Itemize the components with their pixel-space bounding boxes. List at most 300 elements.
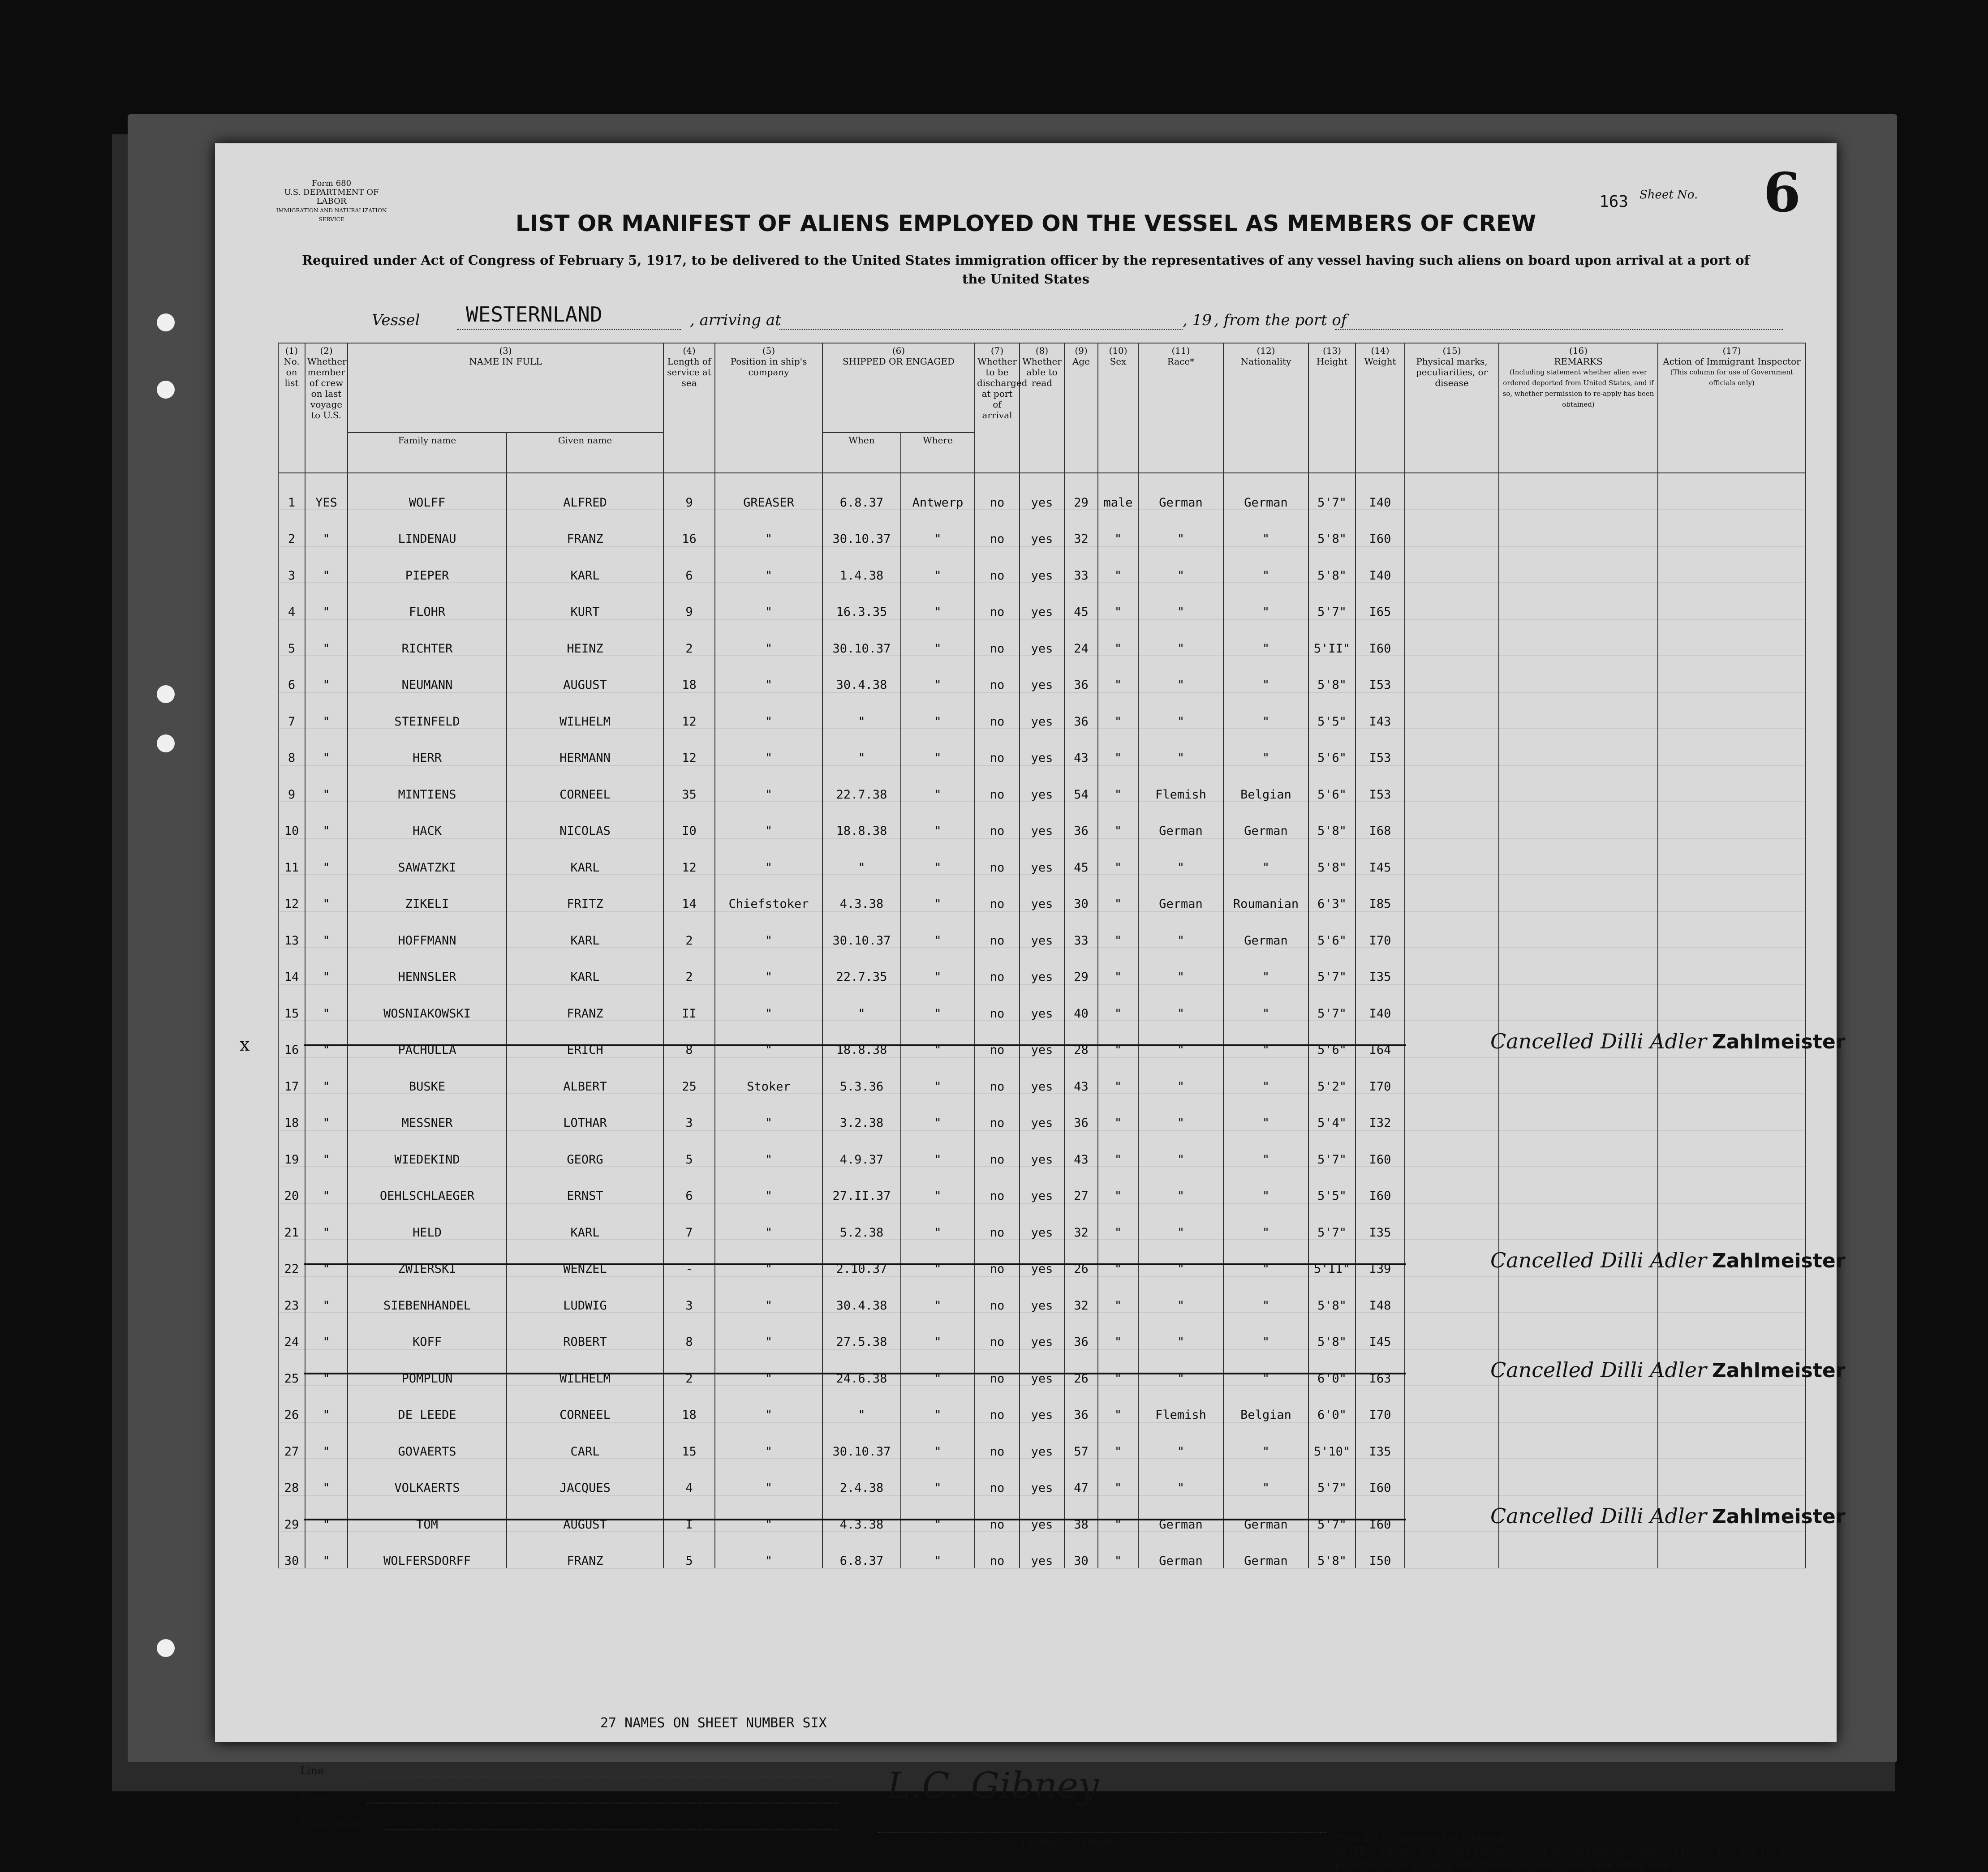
cell-able-to-read: yes [1020,583,1064,619]
cell-weight: I53 [1355,765,1405,802]
cell-nationality: Roumanian [1223,875,1308,911]
cell-discharged: no [975,1386,1020,1422]
cell-prev-voyage: " [305,583,348,619]
cell-discharged: no [975,1495,1020,1532]
cell-row-number: 3 [278,546,305,583]
cancelled-handwriting: Cancelled Dilli Adler [1490,1029,1707,1053]
cell-prev-voyage: " [305,1422,348,1459]
cell-race: " [1138,510,1223,546]
cell-height: 5'II" [1308,619,1355,656]
cell-position: " [715,802,822,838]
table-row [278,1130,1806,1167]
cell-height: 5'8" [1308,510,1355,546]
col-header-read: (8) Whether able to read [1020,343,1064,473]
cell-race: " [1138,911,1223,948]
cell-height: 5'6" [1308,729,1355,765]
cell-nationality: Belgian [1223,1386,1308,1422]
cell-able-to-read: yes [1020,546,1064,583]
cell-physical-marks [1405,911,1499,948]
table-row [278,510,1806,546]
table-row [278,1057,1806,1094]
table-row [278,1422,1806,1459]
cell-family-name: OEHLSCHLAEGER [348,1167,507,1203]
cell-given-name: ERICH [507,1021,663,1057]
cell-position: " [715,1203,822,1240]
cell-age: 33 [1064,911,1098,948]
cell-service-length: 6 [663,1167,715,1203]
cell-nationality: " [1223,948,1308,984]
col-header-shipped: (6) SHIPPED OR ENGAGED [822,343,975,433]
cell-nationality: " [1223,1130,1308,1167]
cell-discharged: no [975,1130,1020,1167]
cell-row-number: 5 [278,619,305,656]
cell-shipped-when: 6.8.37 [822,473,901,510]
cell-age: 36 [1064,656,1098,692]
cell-height: 5'8" [1308,1276,1355,1313]
cell-shipped-where: " [901,1021,975,1057]
cell-physical-marks [1405,583,1499,619]
cell-sex: " [1098,1313,1138,1349]
cell-family-name: WOLFERSDORFF [348,1532,507,1568]
cell-weight: I35 [1355,1203,1405,1240]
table-row [278,546,1806,583]
table-row [278,1386,1806,1422]
cell-weight: I53 [1355,729,1405,765]
cell-remarks [1490,1495,1846,1532]
vessel-label: Vessel [372,311,420,329]
cell-remarks [1499,948,1658,984]
cell-shipped-where: " [901,1422,975,1459]
cell-able-to-read: yes [1020,1021,1064,1057]
cell-race: German [1138,1495,1223,1532]
cell-shipped-where: " [901,1459,975,1495]
cell-able-to-read: yes [1020,948,1064,984]
cell-shipped-where: " [901,1240,975,1276]
cell-row-number: 18 [278,1094,305,1130]
cell-prev-voyage: " [305,729,348,765]
cell-physical-marks [1405,510,1499,546]
cancelled-handwriting: Cancelled Dilli Adler [1490,1357,1707,1382]
cell-race: " [1138,656,1223,692]
sheet-number: 6 [1763,161,1801,224]
cell-shipped-where: " [901,1532,975,1568]
cell-given-name: FRANZ [507,510,663,546]
cell-height: 5'6" [1308,765,1355,802]
cell-row-number: 15 [278,984,305,1021]
cell-position: " [715,510,822,546]
names-count-note: 27 NAMES ON SHEET NUMBER SIX [600,1715,827,1731]
punch-hole [157,381,175,399]
cell-inspector-action [1658,692,1806,729]
cell-race: " [1138,583,1223,619]
vessel-dotline [457,329,681,330]
cell-family-name: ZIKELI [348,875,507,911]
table-row [278,984,1806,1021]
cell-age: 32 [1064,1276,1098,1313]
cell-able-to-read: yes [1020,1495,1064,1532]
cell-weight: I60 [1355,1130,1405,1167]
cell-shipped-where: " [901,1313,975,1349]
cell-able-to-read: yes [1020,1386,1064,1422]
cell-shipped-when: 22.7.38 [822,765,901,802]
cell-shipped-when: 5.3.36 [822,1057,901,1094]
cell-shipped-when: 22.7.35 [822,948,901,984]
cell-given-name: HERMANN [507,729,663,765]
cell-row-number: 6 [278,656,305,692]
cell-row-number: 29 [278,1495,305,1532]
cell-shipped-when: " [822,729,901,765]
cell-given-name: ROBERT [507,1313,663,1349]
cell-position: " [715,1459,822,1495]
cell-weight: I48 [1355,1276,1405,1313]
cell-prev-voyage: " [305,1313,348,1349]
cell-able-to-read: yes [1020,1057,1064,1094]
cell-height: 5'7" [1308,1459,1355,1495]
cell-prev-voyage: " [305,1276,348,1313]
cell-prev-voyage: " [305,1495,348,1532]
cell-physical-marks [1405,1459,1499,1495]
cell-service-length: 12 [663,729,715,765]
cell-race: German [1138,802,1223,838]
cell-height: 5'5" [1308,1167,1355,1203]
cell-race: " [1138,1167,1223,1203]
cell-race: " [1138,1021,1223,1057]
cell-age: 30 [1064,1532,1098,1568]
cell-sex: " [1098,619,1138,656]
cell-given-name: AUGUST [507,656,663,692]
cell-given-name: LOTHAR [507,1094,663,1130]
cell-position: " [715,911,822,948]
cell-service-length: 2 [663,911,715,948]
cell-prev-voyage: " [305,1021,348,1057]
cell-age: 26 [1064,1349,1098,1386]
cell-weight: I35 [1355,1422,1405,1459]
cell-age: 29 [1064,473,1098,510]
cell-given-name: FRANZ [507,1532,663,1568]
table-row [278,1532,1806,1568]
cell-prev-voyage: " [305,1532,348,1568]
cell-nationality: German [1223,1495,1308,1532]
cell-able-to-read: yes [1020,510,1064,546]
cell-physical-marks [1405,875,1499,911]
cell-family-name: STEINFELD [348,692,507,729]
cell-shipped-when: 1.4.38 [822,546,901,583]
cell-sex: " [1098,1386,1138,1422]
cell-race: " [1138,1313,1223,1349]
cell-given-name: KURT [507,583,663,619]
cell-family-name: LINDENAU [348,510,507,546]
cell-age: 33 [1064,546,1098,583]
cell-remarks [1499,510,1658,546]
cell-sex: " [1098,911,1138,948]
cell-age: 40 [1064,984,1098,1021]
cell-remarks [1499,619,1658,656]
cell-shipped-when: " [822,838,901,875]
col-header-position: (5) Position in ship's company [715,343,822,473]
cell-age: 32 [1064,510,1098,546]
cell-given-name: WILHELM [507,1349,663,1386]
table-row [278,802,1806,838]
cell-service-length: 5 [663,1532,715,1568]
table-row [278,1240,1806,1276]
cell-able-to-read: yes [1020,1130,1064,1167]
col-header-when: When [822,433,901,473]
cell-service-length: 6 [663,546,715,583]
cell-position: Stoker [715,1057,822,1094]
cell-height: 6'0" [1308,1349,1355,1386]
table-row [278,1203,1806,1240]
cell-family-name: MESSNER [348,1094,507,1130]
cell-physical-marks [1405,1021,1499,1057]
cell-age: 43 [1064,1130,1098,1167]
cell-shipped-when: 27.5.38 [822,1313,901,1349]
cell-race: " [1138,1422,1223,1459]
cell-sex: " [1098,1057,1138,1094]
cell-prev-voyage: " [305,1130,348,1167]
table-row [278,583,1806,619]
cell-nationality: " [1223,1276,1308,1313]
cell-service-length: 25 [663,1057,715,1094]
cell-given-name: FRANZ [507,984,663,1021]
cell-remarks [1499,1532,1658,1568]
cell-nationality: German [1223,911,1308,948]
cell-service-length: 12 [663,692,715,729]
cell-shipped-where: " [901,1130,975,1167]
cell-family-name: PACHULLA [348,1021,507,1057]
cell-weight: I40 [1355,984,1405,1021]
cell-race: German [1138,875,1223,911]
cell-sex: " [1098,1094,1138,1130]
cell-service-length: - [663,1240,715,1276]
cell-shipped-when: 18.8.38 [822,1021,901,1057]
cell-prev-voyage: " [305,656,348,692]
cell-nationality: " [1223,1313,1308,1349]
cell-nationality: " [1223,1094,1308,1130]
cell-service-length: 3 [663,1276,715,1313]
cell-position: Chiefstoker [715,875,822,911]
cell-physical-marks [1405,473,1499,510]
cell-nationality: German [1223,802,1308,838]
cell-weight: I45 [1355,838,1405,875]
col-header-action: (17) Action of Immigrant Inspector (This column for use of Government officials only) [1658,343,1806,473]
cell-family-name: MINTIENS [348,765,507,802]
cell-position: " [715,692,822,729]
cell-row-number: 13 [278,911,305,948]
cell-shipped-where: " [901,583,975,619]
cell-shipped-where: " [901,510,975,546]
cell-shipped-where: " [901,984,975,1021]
cell-service-length: 18 [663,656,715,692]
cell-given-name: JACQUES [507,1459,663,1495]
cell-nationality: " [1223,1057,1308,1094]
cell-prev-voyage: " [305,510,348,546]
cell-able-to-read: yes [1020,1313,1064,1349]
cell-inspector-action [1658,1386,1806,1422]
cell-sex: " [1098,1459,1138,1495]
cell-physical-marks [1405,1495,1499,1532]
cell-physical-marks [1405,802,1499,838]
cell-position: " [715,1167,822,1203]
punch-hole [157,734,175,752]
cell-position: " [715,948,822,984]
cell-family-name: HACK [348,802,507,838]
cell-row-number: 25 [278,1349,305,1386]
cell-position: " [715,1313,822,1349]
vessel-name: WESTERNLAND [466,302,602,326]
cell-weight: I39 [1355,1240,1405,1276]
cell-age: 26 [1064,1240,1098,1276]
port-dotline [1335,329,1783,330]
cell-age: 45 [1064,838,1098,875]
cell-family-name: WIEDEKIND [348,1130,507,1167]
cell-sex: " [1098,1532,1138,1568]
cell-shipped-when: 6.8.37 [822,1532,901,1568]
punch-hole [157,685,175,703]
cell-family-name: PIEPER [348,546,507,583]
cell-able-to-read: yes [1020,1167,1064,1203]
inspector-signature: L.C. Gibney [887,1765,1099,1806]
table-row [278,1495,1806,1532]
cell-remarks [1499,656,1658,692]
cell-shipped-where: " [901,838,975,875]
col-header-race: (11) Race* [1138,343,1223,473]
cell-family-name: HELD [348,1203,507,1240]
cell-sex: " [1098,1203,1138,1240]
cell-inspector-action [1658,1532,1806,1568]
agents-dotline [385,1829,838,1830]
cell-able-to-read: yes [1020,1240,1064,1276]
cell-shipped-where: " [901,1349,975,1386]
cell-row-number: 27 [278,1422,305,1459]
cell-discharged: no [975,583,1020,619]
cell-weight: I70 [1355,1386,1405,1422]
cell-inspector-action [1658,984,1806,1021]
cell-discharged: no [975,1021,1020,1057]
cell-sex: " [1098,1167,1138,1203]
cell-age: 36 [1064,802,1098,838]
cell-service-length: 4 [663,1459,715,1495]
cell-weight: I60 [1355,619,1405,656]
cell-race: " [1138,729,1223,765]
cell-position: " [715,1021,822,1057]
cell-position: " [715,1094,822,1130]
cell-service-length: II [663,984,715,1021]
cell-family-name: DE LEEDE [348,1386,507,1422]
cell-prev-voyage: " [305,1386,348,1422]
cell-physical-marks [1405,1349,1499,1386]
table-body [278,473,1846,1568]
cell-remarks [1499,1386,1658,1422]
cell-height: 5'8" [1308,546,1355,583]
col-header-age: (9) Age [1064,343,1098,473]
zahlmeister-stamp: Zahlmeister [1712,1505,1846,1528]
cell-given-name: KARL [507,948,663,984]
cell-height: 5'8" [1308,656,1355,692]
zahlmeister-stamp: Zahlmeister [1712,1359,1846,1382]
cell-race: " [1138,1276,1223,1313]
cell-sex: " [1098,1495,1138,1532]
cell-remarks [1499,729,1658,765]
cell-nationality: " [1223,984,1308,1021]
cell-height: 5'2" [1308,1057,1355,1094]
cell-weight: I60 [1355,1167,1405,1203]
cell-prev-voyage: " [305,911,348,948]
cell-shipped-when: 4.3.38 [822,875,901,911]
cell-physical-marks [1405,984,1499,1021]
cell-service-length: 35 [663,765,715,802]
cell-weight: I43 [1355,692,1405,729]
cell-family-name: BUSKE [348,1057,507,1094]
footnote-penalty: NOTE.—Failure to furnish full or correct information in columns (3), (5), (6), and (7) is punishable by a fine of ten dollars for each alien. See other side. [1335,1846,1788,1871]
cell-remarks [1490,1349,1846,1386]
col-header-nationality: (12) Nationality [1223,343,1308,473]
cell-inspector-action [1658,1422,1806,1459]
cell-discharged: no [975,1313,1020,1349]
cell-row-number: 10 [278,802,305,838]
cell-shipped-when: " [822,984,901,1021]
cell-able-to-read: yes [1020,1459,1064,1495]
cell-shipped-where: " [901,729,975,765]
cell-nationality: " [1223,1349,1308,1386]
cell-inspector-action [1658,1057,1806,1094]
page-title: LIST OR MANIFEST OF ALIENS EMPLOYED ON THE VESSEL AS MEMBERS OF CREW [515,210,1536,236]
cell-height: 5'II" [1308,1240,1355,1276]
cell-height: 5'8" [1308,1313,1355,1349]
cell-discharged: no [975,1203,1020,1240]
cell-weight: I63 [1355,1349,1405,1386]
cell-height: 5'10" [1308,1422,1355,1459]
cell-remarks [1499,1459,1658,1495]
cell-race: German [1138,473,1223,510]
cell-weight: I50 [1355,1532,1405,1568]
cell-shipped-where: " [901,875,975,911]
cell-shipped-when: 30.10.37 [822,911,901,948]
cell-shipped-when: " [822,692,901,729]
cell-nationality: " [1223,546,1308,583]
cell-shipped-where: " [901,1057,975,1094]
cell-sex: " [1098,802,1138,838]
cell-inspector-action [1658,510,1806,546]
cell-position: " [715,729,822,765]
cell-shipped-when: 4.3.38 [822,1495,901,1532]
cell-inspector-action [1658,838,1806,875]
cell-inspector-action [1658,875,1806,911]
cell-race: " [1138,948,1223,984]
cell-service-length: 7 [663,1203,715,1240]
cell-row-number: 22 [278,1240,305,1276]
cell-row-number: 12 [278,875,305,911]
table-row [278,1276,1806,1313]
cell-discharged: no [975,1459,1020,1495]
cell-nationality: " [1223,692,1308,729]
cell-discharged: no [975,619,1020,656]
header-row [278,343,1806,433]
cell-given-name: CORNEEL [507,1386,663,1422]
cell-prev-voyage: " [305,948,348,984]
cell-weight: I68 [1355,802,1405,838]
cell-shipped-where: " [901,948,975,984]
agents-label: Local Agents [300,1818,371,1831]
cell-row-number: 21 [278,1203,305,1240]
cell-service-length: 2 [663,1349,715,1386]
cell-discharged: no [975,510,1020,546]
cell-shipped-where: " [901,1495,975,1532]
cell-shipped-when: 24.6.38 [822,1349,901,1386]
cell-family-name: ZWIERSKI [348,1240,507,1276]
cell-sex: male [1098,473,1138,510]
cell-nationality: Belgian [1223,765,1308,802]
cell-given-name: ERNST [507,1167,663,1203]
